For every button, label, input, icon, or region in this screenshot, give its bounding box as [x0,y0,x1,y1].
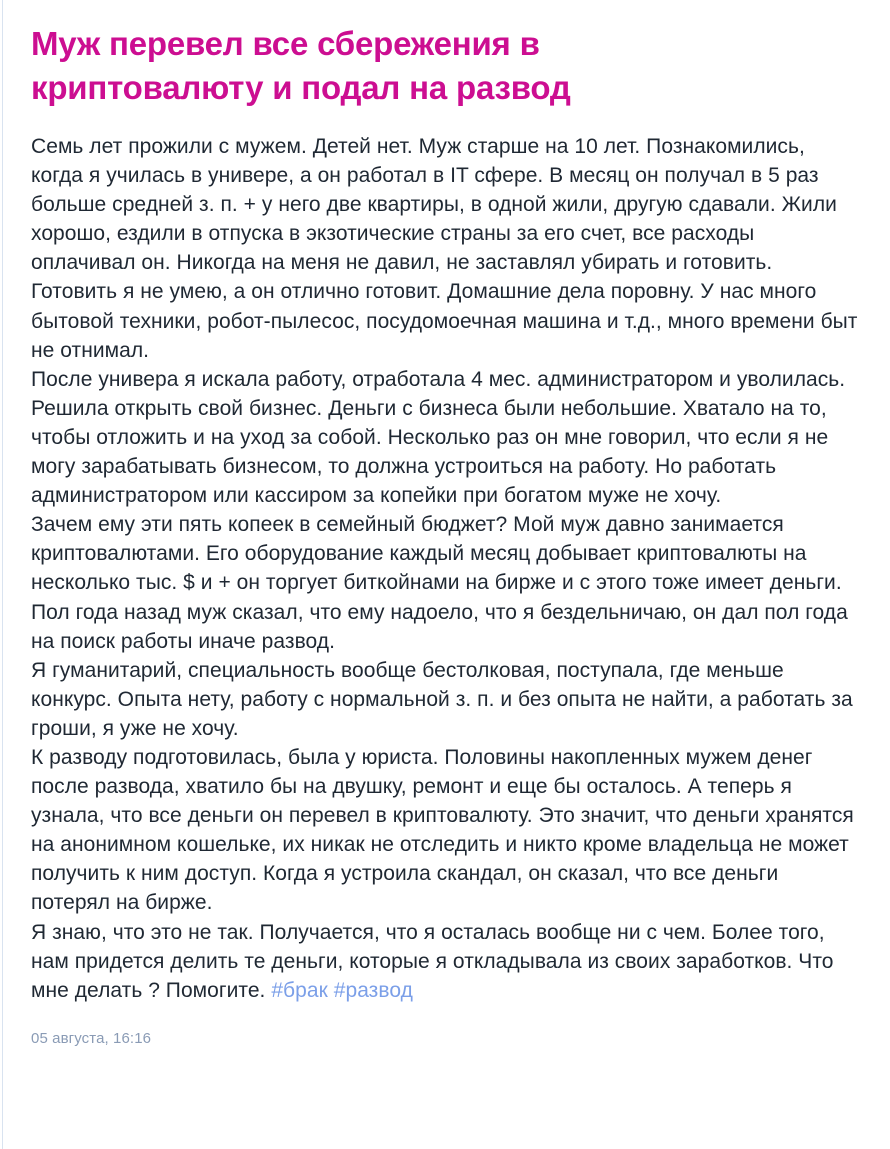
article-paragraph: К разводу подготовилась, была у юриста. Половины накопленных мужем денег после развода, хватило бы на двушку, ремонт и еще бы осталось. А теперь я узнала, что все деньги он перевел в криптовалюту. Это значит, что деньги хранятся на анонимном кошельке, их никак не отследить и никто кроме владельца не может получить к ним доступ. Когда я устроила скандал, он сказал, что все деньги потерял на бирже. [31,745,854,915]
closing-text: Я знаю, что это не так. Получается, что я осталась вообще ни с чем. Более того, нам придется делить те деньги, которые я откладывала из своих заработков. Что мне делать ? Помогите. [31,920,834,1002]
hashtag-link-razvod[interactable]: #развод [333,978,413,1002]
article-paragraph: Я гуманитарий, специальность вообще бестолковая, поступала, где меньше конкурс. Опыта нету, работу с нормальной з. п. и без опыта не найти, а работать за гроши, я уже не хочу. [31,658,853,740]
article-closing-paragraph [31,918,861,1005]
article-paragraph: После универа я искала работу, отработала 4 мес. администратором и уволилась. Решила открыть свой бизнес. Деньги с бизнеса были небольшие. Хватало на то, чтобы отложить и на уход за собой. Несколько раз он мне говорил, что если я не могу зарабатывать бизнесом, то должна устроиться на работу. Но работать администратором или кассиром за копейки при богатом муже не хочу. [31,367,846,508]
article-paragraph: Семь лет прожили с мужем. Детей нет. Муж старше на 10 лет. Познакомились, когда я училась в универе, а он работал в IT сфере. В месяц он получал в 5 раз больше средней з. п. + у него две квартиры, в одной жили, другую сдавали. Жили хорошо, ездили в отпуска в экзотические страны за его счет, все расходы оплачивал он. Никогда на меня не давил, не заставлял убирать и готовить. Готовить я не умею, а он отлично готовит. Домашние дела поровну. У нас много бытовой техники, робот-пылесос, посудомоечная машина и т.д., много времени быт не отнимал. [31,135,858,362]
article-body [31,132,861,1005]
page-title: Муж перевел все сбережения в криптовалюту и подал на развод [31,25,571,106]
article-paragraph: Зачем ему эти пять копеек в семейный бюджет? Мой муж давно занимается криптовалютами. Его оборудование каждый месяц добывает криптовалюты на несколько тыс. $ и + он торгует биткойнами на бирже и с этого тоже имеет деньги. Пол года назад муж сказал, что ему надоело, что я бездельничаю, он дал пол года на поиск работы иначе развод. [31,513,848,653]
article-timestamp: 05 августа, 16:16 [31,1029,152,1047]
hashtag-link-brak[interactable]: #брак [271,978,328,1002]
